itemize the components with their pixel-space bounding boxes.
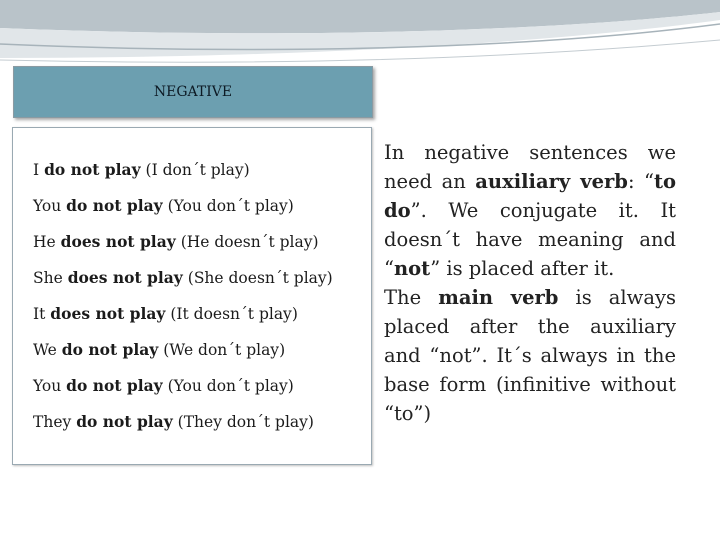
example-contraction: (She doesn´t play) — [187, 269, 333, 287]
section-title: NEGATIVE — [153, 84, 233, 100]
explanation-segment: The — [384, 286, 439, 309]
example-verb: do not play — [76, 412, 173, 431]
explanation-bold: auxiliary verb — [475, 170, 628, 193]
example-contraction: (They don´t play) — [177, 413, 314, 431]
example-row — [33, 340, 285, 359]
example-verb: do not play — [66, 196, 163, 215]
example-subject: You — [33, 377, 62, 395]
example-subject: He — [33, 233, 56, 251]
example-verb: does not play — [60, 232, 176, 251]
example-subject: They — [33, 413, 72, 431]
example-contraction: (It doesn´t play) — [170, 305, 298, 323]
explanation-segment: ” is placed after it. — [430, 257, 615, 280]
explanation-bold: not — [393, 257, 431, 280]
explanation-segment: : “ — [627, 170, 654, 193]
example-contraction: (You don´t play) — [167, 197, 294, 215]
explanation-segment: ”. We conjugate it. It doesn´t have meaning and “ — [384, 199, 676, 280]
example-contraction: (He doesn´t play) — [180, 233, 319, 251]
section-header — [13, 66, 373, 118]
example-contraction: (We don´t play) — [163, 341, 286, 359]
explanation-segment: is always placed after the auxiliary and “not”. It´s always in the base form (infinitive without “to”) — [384, 286, 677, 425]
example-contraction: (I don´t play) — [145, 161, 250, 179]
example-verb: do not play — [44, 160, 141, 179]
example-subject: We — [33, 341, 57, 359]
explanation-text — [384, 138, 676, 428]
example-subject: It — [33, 305, 46, 323]
example-subject: You — [33, 197, 62, 215]
example-row — [33, 412, 314, 431]
examples-box — [12, 127, 372, 465]
example-verb: do not play — [66, 376, 163, 395]
example-row — [33, 376, 294, 395]
example-row — [33, 268, 333, 287]
example-verb: does not play — [67, 268, 183, 287]
example-verb: do not play — [61, 340, 159, 359]
explanation-bold: to do — [384, 170, 676, 222]
example-row — [33, 160, 250, 179]
explanation-bold: main verb — [438, 286, 559, 309]
example-row — [33, 304, 298, 323]
example-contraction: (You don´t play) — [167, 377, 294, 395]
explanation-segment: In negative sentences we need an — [384, 141, 676, 193]
example-subject: I — [33, 161, 40, 179]
example-subject: She — [33, 269, 63, 287]
example-row — [33, 232, 319, 251]
example-row — [33, 196, 294, 215]
example-verb: does not play — [50, 304, 166, 323]
